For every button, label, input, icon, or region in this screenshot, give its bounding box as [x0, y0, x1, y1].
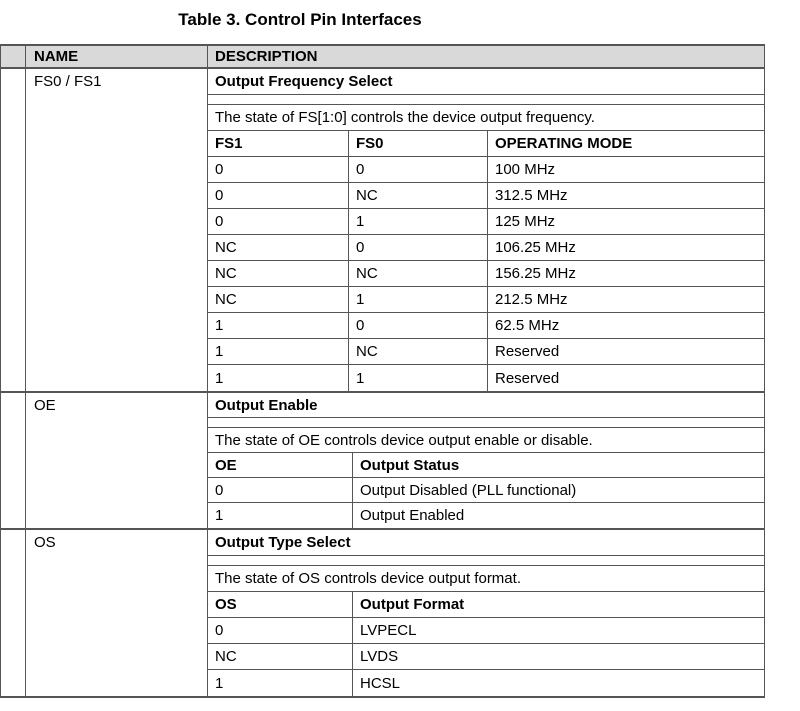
subtable-row [208, 209, 764, 235]
subtable-row [208, 313, 764, 339]
subtable-row [208, 644, 764, 670]
subtable-row [208, 365, 764, 391]
description-subtitle: Output Type Select [208, 530, 764, 556]
section-fs0-fs1 [1, 69, 764, 391]
subtable-cell: 156.25 MHz [495, 265, 576, 282]
subtable-header-row [208, 131, 764, 157]
subtable-row [208, 261, 764, 287]
spacer-row [208, 556, 764, 566]
subtable-cell: Reserved [495, 343, 560, 360]
spacer-row [208, 95, 764, 105]
subtable-cell: 1 [349, 365, 488, 391]
subtable-cell: LVDS [360, 648, 399, 665]
header-marker-cell [1, 46, 26, 67]
subtable-cell: 312.5 MHz [495, 187, 568, 204]
marker-cell [1, 393, 26, 528]
subtable-row [208, 670, 764, 696]
subtable-cell: HCSL [360, 674, 401, 692]
subtable-cell: 62.5 MHz [495, 317, 560, 334]
subtable-cell: 0 [208, 618, 353, 643]
subtable-cell: NC [208, 287, 349, 312]
subtable-cell: NC [208, 261, 349, 286]
subtable-cell: 1 [349, 287, 488, 312]
subtable-cell: 0 [208, 157, 349, 182]
subtable-cell: 1 [208, 339, 349, 364]
description-subtitle: Output Enable [208, 393, 764, 418]
subtable-header-cell: OE [208, 453, 353, 477]
subtable-row [208, 339, 764, 365]
subtable-cell: 1 [208, 670, 353, 696]
pin-name-os: OS [26, 530, 208, 696]
subtable-header-cell: Output Status [360, 456, 460, 474]
pin-name-fs0-fs1: FS0 / FS1 [26, 69, 208, 391]
description-note: The state of OS controls device output format. [208, 566, 764, 592]
subtable-header-cell: OPERATING MODE [495, 135, 633, 152]
section-oe [1, 391, 764, 528]
description-note: The state of OE controls device output enable or disable. [208, 428, 764, 453]
subtable-cell: LVPECL [360, 622, 417, 639]
subtable-cell: NC [349, 261, 488, 286]
subtable-header-row [208, 592, 764, 618]
subtable-header-cell: OS [208, 592, 353, 617]
subtable-cell: 100 MHz [495, 161, 556, 178]
control-pin-table [0, 44, 765, 698]
subtable-cell: 0 [349, 157, 488, 182]
description-fs0-fs1 [208, 69, 764, 391]
spacer-row [208, 418, 764, 428]
subtable-row [208, 235, 764, 261]
subtable-cell: 0 [208, 209, 349, 234]
subtable-row [208, 478, 764, 503]
subtable-cell: 106.25 MHz [495, 239, 576, 256]
subtable-row [208, 503, 764, 528]
description-os [208, 530, 764, 696]
subtable-cell: 1 [208, 503, 353, 528]
subtable-cell: NC [349, 339, 488, 364]
description-note: The state of FS[1:0] controls the device output frequency. [208, 105, 764, 131]
pin-name-oe: OE [26, 393, 208, 528]
marker-cell [1, 530, 26, 696]
description-subtitle: Output Frequency Select [208, 69, 764, 95]
subtable-cell: 0 [208, 478, 353, 502]
subtable-cell: 212.5 MHz [495, 291, 568, 308]
subtable-cell: 1 [208, 313, 349, 338]
subtable-cell: Output Enabled [360, 507, 465, 524]
subtable-cell: Output Disabled (PLL functional) [360, 481, 577, 499]
table-header-row [1, 46, 764, 69]
marker-cell [1, 69, 26, 391]
subtable-cell: NC [208, 235, 349, 260]
table-title: Table 3. Control Pin Interfaces [178, 10, 422, 29]
subtable-cell: NC [349, 183, 488, 208]
subtable-cell: 0 [349, 235, 488, 260]
subtable-row [208, 287, 764, 313]
subtable-header-cell: FS1 [208, 131, 349, 156]
description-oe [208, 393, 764, 528]
subtable-header-cell: FS0 [349, 131, 488, 156]
subtable-cell: 125 MHz [495, 213, 556, 230]
subtable-cell: Reserved [495, 369, 560, 387]
subtable-cell: 0 [208, 183, 349, 208]
subtable-row [208, 618, 764, 644]
subtable-row [208, 183, 764, 209]
subtable-cell: 1 [208, 365, 349, 391]
subtable-cell: 1 [349, 209, 488, 234]
subtable-row [208, 157, 764, 183]
subtable-header-row [208, 453, 764, 478]
subtable-header-cell: Output Format [360, 596, 465, 613]
section-os [1, 528, 764, 696]
header-name-cell: NAME [26, 46, 208, 67]
header-description-cell: DESCRIPTION [215, 48, 318, 65]
subtable-cell: 0 [349, 313, 488, 338]
subtable-cell: NC [208, 644, 353, 669]
